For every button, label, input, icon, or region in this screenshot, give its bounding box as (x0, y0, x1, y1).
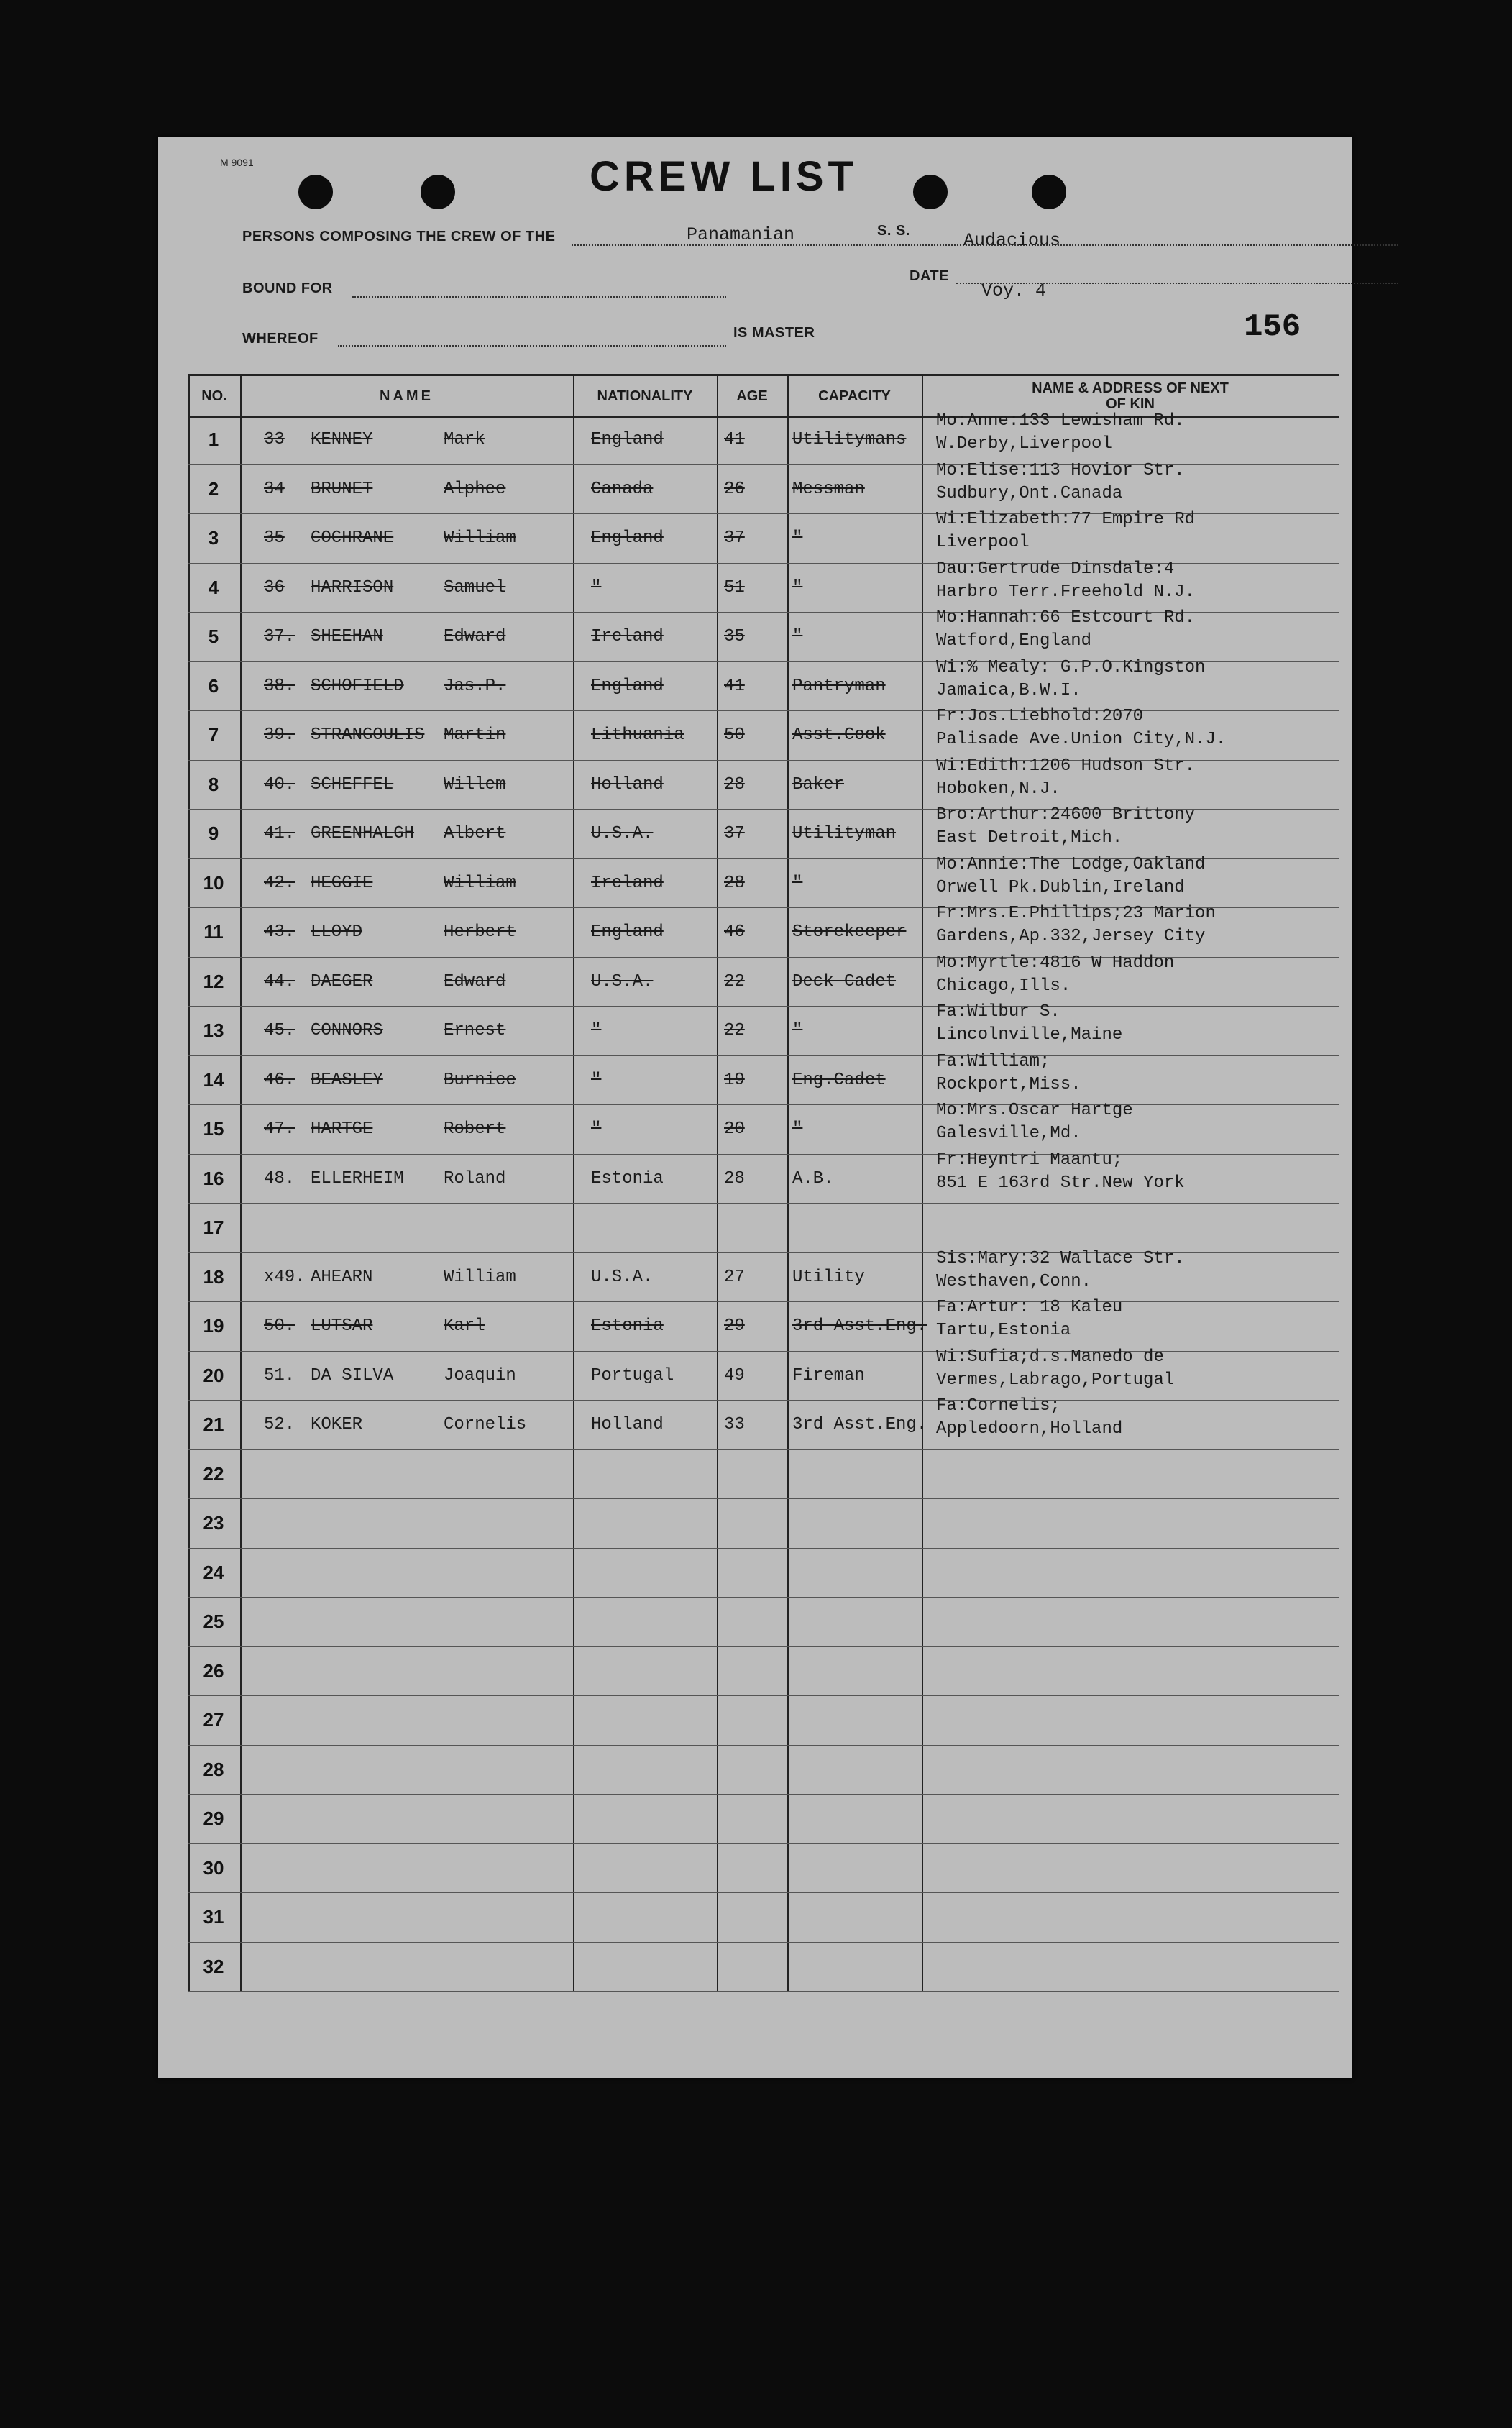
surname: BEASLEY (311, 1070, 383, 1090)
nationality: " (591, 1021, 602, 1040)
entry-number: 35 (264, 528, 285, 548)
bound-for-label: BOUND FOR (242, 280, 333, 296)
kin-line-2: Watford,England (936, 631, 1092, 651)
table-row (188, 1893, 1339, 1943)
nationality: Ireland (591, 627, 664, 646)
row-number: 5 (208, 626, 219, 648)
nationality: England (591, 676, 664, 696)
capacity: A.B. (792, 1168, 834, 1188)
row-number: 24 (203, 1561, 224, 1583)
punch-hole-icon (421, 175, 455, 209)
nationality: U.S.A. (591, 1267, 654, 1287)
bound-for-line (352, 296, 726, 298)
kin-line-2: Palisade Ave.Union City,N.J. (936, 730, 1227, 749)
table-row (188, 1101, 1339, 1155)
nationality: Estonia (591, 1168, 664, 1188)
kin-line-1: Mo:Hannah:66 Estcourt Rd. (936, 608, 1196, 628)
row-number: 3 (208, 527, 219, 549)
col-age: AGE (736, 388, 768, 404)
entry-number: 34 (264, 479, 285, 499)
table-row (188, 1450, 1339, 1500)
given-name: Herbert (444, 922, 516, 942)
kin-line-1: Mo:Mrs.Oscar Hartge (936, 1101, 1133, 1120)
capacity: " (792, 627, 803, 646)
row-number: 15 (203, 1118, 224, 1140)
nationality: Ireland (591, 873, 664, 893)
crew-list-sheet (158, 137, 1352, 2078)
surname: HEGGIE (311, 873, 373, 893)
age: 28 (724, 873, 745, 893)
kin-line-2: 851 E 163rd Str.New York (936, 1173, 1185, 1193)
age: 22 (724, 971, 745, 991)
table-row (188, 460, 1339, 515)
next-of-kin (936, 1001, 1122, 1047)
punch-hole-icon (1032, 175, 1066, 209)
capacity: 3rd Asst.Eng. (792, 1316, 927, 1336)
table-row (188, 756, 1339, 810)
kin-line-1: Mo:Myrtle:4816 W Haddon (936, 953, 1175, 973)
table-row (188, 411, 1339, 465)
kin-line-2: Tartu,Estonia (936, 1321, 1071, 1340)
entry-number: 46. (264, 1070, 295, 1090)
age: 35 (724, 627, 745, 646)
nationality: " (591, 1119, 602, 1139)
capacity: Utilitymans (792, 430, 907, 449)
capacity: Storekeeper (792, 922, 907, 942)
given-name: Joaquin (444, 1365, 516, 1385)
entry-number: 45. (264, 1021, 295, 1040)
row-number: 27 (203, 1709, 224, 1731)
kin-line-1: Fa:Artur: 18 Kaleu (936, 1298, 1123, 1317)
kin-line-1: Sis:Mary:32 Wallace Str. (936, 1248, 1185, 1268)
capacity: Baker (792, 774, 845, 794)
col-name: NAME (380, 388, 434, 404)
kin-line-2: Orwell Pk.Dublin,Ireland (936, 877, 1185, 897)
kin-line-2: Appledoorn,Holland (936, 1419, 1123, 1439)
given-name: Alphee (444, 479, 506, 499)
next-of-kin (936, 1099, 1133, 1145)
next-of-kin (936, 1050, 1081, 1096)
capacity: Utility (792, 1267, 865, 1287)
given-name: Ernest (444, 1021, 506, 1040)
given-name: William (444, 528, 516, 548)
table-row (188, 1204, 1339, 1253)
next-of-kin (936, 853, 1205, 899)
age: 26 (724, 479, 745, 499)
next-of-kin (936, 705, 1226, 751)
age: 28 (724, 774, 745, 794)
nationality: England (591, 922, 664, 942)
next-of-kin (936, 607, 1195, 653)
nationality: Holland (591, 774, 664, 794)
given-name: William (444, 873, 516, 893)
row-number: 10 (203, 871, 224, 894)
kin-line-2: Gardens,Ap.332,Jersey City (936, 927, 1206, 946)
date-label: DATE (910, 268, 949, 284)
col-no: NO. (201, 388, 227, 404)
entry-number: 33 (264, 430, 285, 449)
surname: KOKER (311, 1415, 363, 1434)
surname: BRUNET (311, 479, 373, 499)
next-of-kin (936, 755, 1195, 801)
kin-line-1: Fa:Wilbur S. (936, 1002, 1060, 1022)
whereof-label: WHEREOF (242, 331, 319, 347)
row-number: 19 (203, 1315, 224, 1337)
next-of-kin (936, 558, 1195, 604)
given-name: Burnice (444, 1070, 516, 1090)
master-line (338, 345, 726, 347)
nationality: Lithuania (591, 725, 684, 745)
entry-number: 48. (264, 1168, 295, 1188)
entry-number: 51. (264, 1365, 295, 1385)
row-number: 2 (208, 477, 219, 500)
row-number: 1 (208, 429, 219, 451)
given-name: William (444, 1267, 516, 1287)
next-of-kin (936, 459, 1185, 505)
table-row (188, 1844, 1339, 1894)
capacity: Deck Cadet (792, 971, 897, 991)
kin-line-2: Sudbury,Ont.Canada (936, 483, 1123, 503)
kin-line-2: Liverpool (936, 533, 1030, 552)
table-row (188, 1696, 1339, 1746)
kin-line-1: Bro:Arthur:24600 Brittony (936, 805, 1196, 825)
age: 37 (724, 824, 745, 843)
row-number: 22 (203, 1462, 224, 1485)
surname: DAEGER (311, 971, 373, 991)
next-of-kin (936, 1247, 1185, 1293)
row-number: 26 (203, 1659, 224, 1682)
given-name: Albert (444, 824, 506, 843)
table-row (188, 953, 1339, 1007)
next-of-kin (936, 1346, 1174, 1392)
kin-line-2: W.Derby,Liverpool (936, 434, 1112, 454)
given-name: Cornelis (444, 1415, 527, 1434)
kin-line-1: Mo:Annie:The Lodge,Oakland (936, 854, 1206, 874)
table-row (188, 1150, 1339, 1204)
ss-label: S. S. (877, 223, 910, 239)
punch-hole-icon (913, 175, 948, 209)
table-row (188, 1347, 1339, 1401)
flag-value: Panamanian (687, 224, 795, 245)
surname: LLOYD (311, 922, 363, 942)
row-number: 7 (208, 724, 219, 746)
page-title: CREW LIST (590, 153, 858, 200)
entry-number: 36 (264, 577, 285, 597)
age: 22 (724, 1021, 745, 1040)
row-number: 12 (203, 970, 224, 992)
table-row (188, 707, 1339, 761)
crew-table (188, 374, 1339, 1992)
kin-line-1: Wi:Elizabeth:77 Empire Rd (936, 510, 1196, 529)
age: 41 (724, 430, 745, 449)
age: 49 (724, 1365, 745, 1385)
nationality: " (591, 577, 602, 597)
next-of-kin (936, 410, 1185, 456)
entry-number: 41. (264, 824, 295, 843)
row-number: 20 (203, 1364, 224, 1386)
surname: HARRISON (311, 577, 394, 597)
col-nationality: NATIONALITY (597, 388, 693, 404)
row-number: 31 (203, 1906, 224, 1928)
kin-line-1: Wi:Sufia;d.s.Manedo de (936, 1347, 1164, 1367)
given-name: Jas.P. (444, 676, 506, 696)
table-row (188, 1598, 1339, 1647)
kin-line-2: East Detroit,Mich. (936, 828, 1123, 848)
capacity: 3rd Asst.Eng. (792, 1415, 927, 1434)
entry-number: 52. (264, 1415, 295, 1434)
nationality: U.S.A. (591, 824, 654, 843)
given-name: Martin (444, 725, 506, 745)
age: 50 (724, 725, 745, 745)
nationality: Portugal (591, 1365, 674, 1385)
row-number: 32 (203, 1955, 224, 1977)
given-name: Mark (444, 430, 485, 449)
given-name: Roland (444, 1168, 506, 1188)
kin-line-1: Mo:Anne:133 Lewisham Rd. (936, 411, 1185, 431)
age: 19 (724, 1070, 745, 1090)
row-number: 28 (203, 1758, 224, 1780)
age: 33 (724, 1415, 745, 1434)
kin-line-1: Mo:Elise:113 Hovior Str. (936, 460, 1185, 480)
row-number: 14 (203, 1068, 224, 1091)
given-name: Willem (444, 774, 506, 794)
form-number: M 9091 (220, 157, 254, 168)
table-body (188, 411, 1339, 1992)
surname: DA SILVA (311, 1365, 394, 1385)
row-number: 8 (208, 773, 219, 795)
table-row (188, 657, 1339, 712)
capacity: " (792, 873, 803, 893)
voyage-value: Voy. 4 (981, 280, 1047, 301)
surname: CONNORS (311, 1021, 383, 1040)
kin-line-2: Galesville,Md. (936, 1124, 1081, 1143)
nationality: U.S.A. (591, 971, 654, 991)
given-name: Robert (444, 1119, 506, 1139)
row-number: 4 (208, 576, 219, 598)
next-of-kin (936, 804, 1195, 850)
next-of-kin (936, 952, 1174, 998)
table-row (188, 1549, 1339, 1598)
table-row (188, 1943, 1339, 1992)
surname: SHEEHAN (311, 627, 383, 646)
age: 20 (724, 1119, 745, 1139)
next-of-kin (936, 656, 1205, 702)
nationality: England (591, 528, 664, 548)
kin-line-1: Fa:Cornelis; (936, 1396, 1060, 1416)
entry-number: 40. (264, 774, 295, 794)
row-number: 11 (203, 921, 224, 943)
nationality: Holland (591, 1415, 664, 1434)
surname: KENNEY (311, 430, 373, 449)
kin-line-2: Vermes,Labrago,Portugal (936, 1370, 1175, 1390)
col-next-of-kin: NAME & ADDRESS OF NEXT OF KIN (1032, 380, 1229, 412)
capacity: Eng.Cadet (792, 1070, 886, 1090)
surname: SCHEFFEL (311, 774, 394, 794)
capacity: Utilityman (792, 824, 897, 843)
surname: STRANGOULIS (311, 725, 425, 745)
kin-line-1: Dau:Gertrude Dinsdale:4 (936, 559, 1175, 579)
kin-line-1: Fr:Heyntri Maantu; (936, 1150, 1123, 1170)
given-name: Edward (444, 971, 506, 991)
capacity: " (792, 1021, 803, 1040)
row-number: 18 (203, 1265, 224, 1288)
table-row (188, 805, 1339, 859)
kin-line-2: Hoboken,N.J. (936, 779, 1060, 799)
row-number: 23 (203, 1512, 224, 1534)
surname: LUTSAR (311, 1316, 373, 1336)
table-row (188, 1298, 1339, 1352)
row-number: 25 (203, 1611, 224, 1633)
kin-line-2: Jamaica,B.W.I. (936, 680, 1081, 700)
nationality: Estonia (591, 1316, 664, 1336)
entry-number: 42. (264, 873, 295, 893)
kin-line-2: Harbro Terr.Freehold N.J. (936, 582, 1196, 602)
row-number: 29 (203, 1808, 224, 1830)
entry-number: 50. (264, 1316, 295, 1336)
capacity: " (792, 528, 803, 548)
age: 46 (724, 922, 745, 942)
table-row (188, 1499, 1339, 1549)
kin-line-1: Wi:Edith:1206 Hudson Str. (936, 756, 1196, 776)
nationality: England (591, 430, 664, 449)
capacity: Pantryman (792, 676, 886, 696)
row-number: 6 (208, 674, 219, 697)
age: 41 (724, 676, 745, 696)
table-row (188, 904, 1339, 958)
entry-number: 37. (264, 627, 295, 646)
col-capacity: CAPACITY (818, 388, 891, 404)
capacity: Messman (792, 479, 865, 499)
table-row (188, 1795, 1339, 1844)
nationality: " (591, 1070, 602, 1090)
table-row (188, 1002, 1339, 1056)
row-number: 13 (203, 1020, 224, 1042)
surname: COCHRANE (311, 528, 394, 548)
kin-line-1: Fr:Mrs.E.Phillips;23 Marion (936, 904, 1216, 923)
age: 28 (724, 1168, 745, 1188)
table-row (188, 608, 1339, 662)
capacity: Asst.Cook (792, 725, 886, 745)
kin-line-2: Chicago,Ills. (936, 976, 1071, 996)
age: 29 (724, 1316, 745, 1336)
kin-line-1: Fa:William; (936, 1051, 1050, 1071)
surname: GREENHALGH (311, 824, 415, 843)
table-row (188, 1051, 1339, 1106)
row-number: 16 (203, 1167, 224, 1189)
next-of-kin (936, 1149, 1185, 1195)
given-name: Samuel (444, 577, 506, 597)
surname: ELLERHEIM (311, 1168, 404, 1188)
row-number: 9 (208, 823, 219, 845)
table-row (188, 1396, 1339, 1450)
table-row (188, 1647, 1339, 1697)
table-row (188, 510, 1339, 564)
given-name: Karl (444, 1316, 485, 1336)
kin-line-1: Wi:% Mealy: G.P.O.Kingston (936, 657, 1206, 677)
row-number: 30 (203, 1856, 224, 1879)
row-number: 17 (203, 1217, 224, 1239)
next-of-kin (936, 508, 1195, 554)
next-of-kin (936, 902, 1216, 948)
age: 37 (724, 528, 745, 548)
surname: HARTGE (311, 1119, 373, 1139)
entry-number: 38. (264, 676, 295, 696)
kin-line-1: Fr:Jos.Liebhold:2070 (936, 707, 1144, 726)
punch-hole-icon (298, 175, 333, 209)
age: 27 (724, 1267, 745, 1287)
surname: AHEARN (311, 1267, 373, 1287)
row-number: 21 (203, 1414, 224, 1436)
capacity: " (792, 577, 803, 597)
crew-of-label: PERSONS COMPOSING THE CREW OF THE (242, 229, 556, 244)
nationality: Canada (591, 479, 654, 499)
page-number: 156 (1244, 309, 1301, 345)
kin-line-2: Rockport,Miss. (936, 1074, 1081, 1094)
entry-number: 43. (264, 922, 295, 942)
entry-number: 39. (264, 725, 295, 745)
table-row (188, 1746, 1339, 1795)
entry-number: 47. (264, 1119, 295, 1139)
capacity: " (792, 1119, 803, 1139)
surname: SCHOFIELD (311, 676, 404, 696)
vessel-name: Audacious (963, 230, 1061, 251)
next-of-kin (936, 1296, 1122, 1342)
age: 51 (724, 577, 745, 597)
next-of-kin (936, 1395, 1122, 1441)
given-name: Edward (444, 627, 506, 646)
table-row (188, 854, 1339, 909)
entry-number: 44. (264, 971, 295, 991)
entry-number: x49. (264, 1267, 306, 1287)
kin-line-2: Westhaven,Conn. (936, 1271, 1092, 1291)
capacity: Fireman (792, 1365, 865, 1385)
kin-line-2: Lincolnville,Maine (936, 1025, 1123, 1045)
table-row (188, 559, 1339, 613)
is-master-label: IS MASTER (733, 325, 815, 341)
table-row (188, 1248, 1339, 1303)
